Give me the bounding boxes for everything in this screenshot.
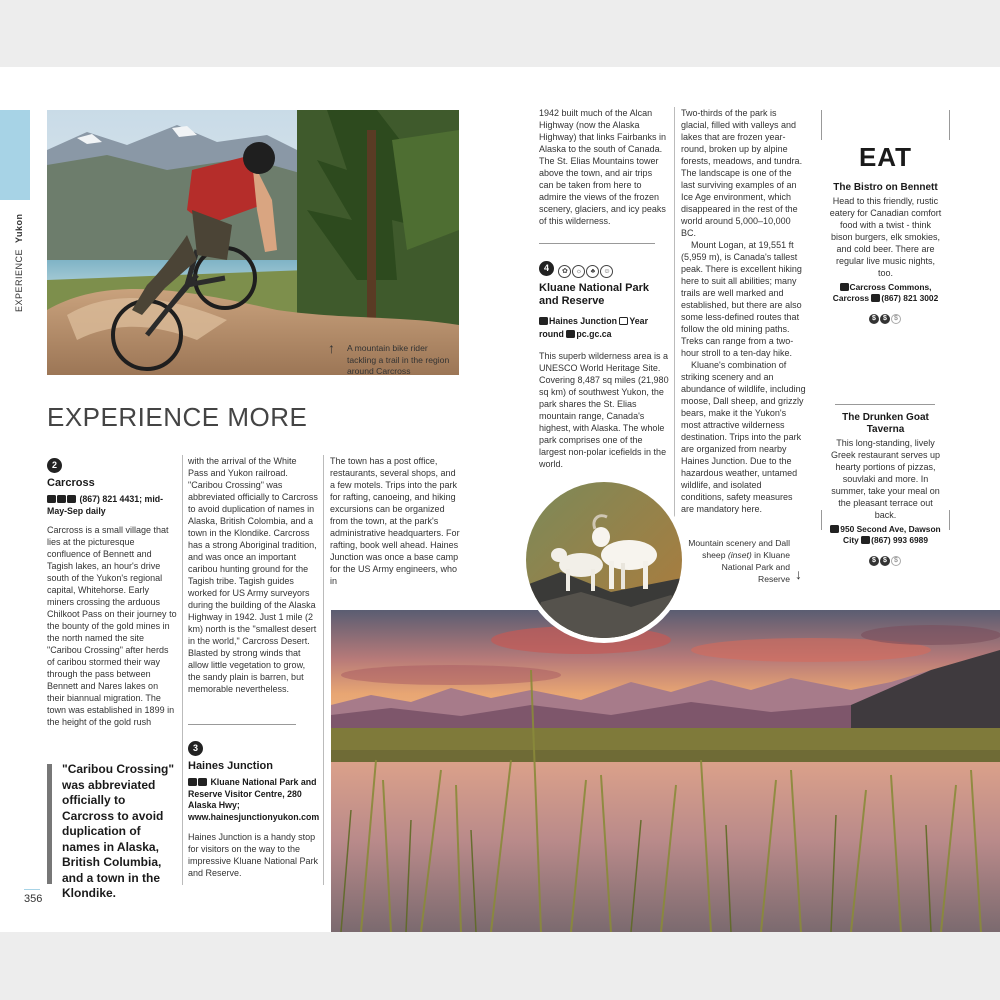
eat-place-2-price xyxy=(829,549,942,567)
column-divider-3 xyxy=(674,107,675,517)
divider-kluane xyxy=(539,243,655,244)
haines-body-cont2: 1942 built much of the Alcan Highway (now the Alaska Highway) that links Fairbanks in Alaska to the south of Canada. The St. Elias Mountains tower above the town, and air trips can be taken from here to admire the views of the frozen scenery, glaciers, and icy peaks of this wilderness. xyxy=(539,108,667,226)
kluane-body-cont-b: Mount Logan, at 19,551 ft (5,959 m), is Canada's tallest peak. There is excellent hiking here to suit all abilities; many trails are well marked and established, but there are also some less-defined routes that follow the old mining paths. Treks can range from a two-hour stroll to a ten-day hike. xyxy=(681,240,802,358)
haines-body-cont: The town has a post office, restaurants, several shops, and a few motels. Trips into the park for rafting, canoeing, and hiking excursions can be organized from the town, at the park's administrative headquarters. For rafting, book well ahead. Haines Junction was once a base camp for the US Army engineers, who in xyxy=(330,456,460,586)
carcross-title: Carcross xyxy=(47,477,95,489)
price-filled-icon: $ xyxy=(869,314,879,324)
sheep-caption-b: and Dall sheep xyxy=(702,538,790,560)
bus-icon xyxy=(47,495,56,503)
address-icon xyxy=(840,283,849,291)
info-icon xyxy=(198,778,207,786)
page-number: 356 xyxy=(24,893,43,905)
kluane-body-cont-group xyxy=(681,107,806,515)
camping-icon: ♣ xyxy=(586,265,599,278)
sidebar-label xyxy=(14,213,28,326)
kluane-info-hours: Year round xyxy=(539,316,648,339)
kluane-landscape-photo xyxy=(331,610,1000,932)
eat-box xyxy=(821,110,950,564)
column-divider-1 xyxy=(182,455,183,885)
pullquote: "Caribou Crossing" was abbreviated officially to Carcross to avoid duplication of names in Alaska, British Columbia, and a town in the Klondike. xyxy=(62,762,175,900)
eat-box-right-top-rule xyxy=(949,110,950,140)
kluane-info-location: Haines Junction xyxy=(549,316,617,326)
carcross-info-text: (867) 821 4431; mid-May-Sep daily xyxy=(47,494,164,516)
carcross-body-cont: with the arrival of the White Pass and Yukon railroad. "Caribou Crossing" was abbreviated officially to Carcross to avoid duplication of names in Alaska, British Colombia, and a town in the Klondike. Carcross has a strong Aboriginal tradition, and was once an important caribou hunting ground for the Tagish tribe. Tagish guides worked for US Army surveyors during the building of the Alaska Highway in 1942. Just 1 mile (2 km) north is the "smallest desert in the world," Carcross Desert. Blasted by strong winds that allow little vegetation to grow, the sandy plain is barren, but memorable nevertheless. xyxy=(188,456,318,694)
eat-box-left-top-rule xyxy=(821,110,822,140)
caption-arrow-down-icon: ↓ xyxy=(795,566,802,582)
caption-arrow-up-icon: ↑ xyxy=(328,340,335,356)
sheep-caption-a: Mountain scenery xyxy=(688,538,757,548)
haines-body: Haines Junction is a handy stop for visitors on the way to the impressive Kluane National Park and Reserve. xyxy=(188,832,319,878)
hiking-icon: ✿ xyxy=(558,265,571,278)
eat-place-1-address: Carcross Commons, Carcross xyxy=(832,282,932,303)
carcross-entry xyxy=(47,455,177,728)
pullquote-bar xyxy=(47,764,52,884)
eat-place-1-phone: (867) 821 3002 xyxy=(881,293,939,303)
wildlife-icon: ☼ xyxy=(572,265,585,278)
eat-box-left-bottom-rule xyxy=(821,510,822,530)
train-icon xyxy=(57,495,66,503)
eat-place-2 xyxy=(829,412,942,567)
price-filled-icon: $ xyxy=(880,314,890,324)
haines-entry xyxy=(188,738,320,879)
kluane-info-website[interactable]: pc.gc.ca xyxy=(576,328,612,339)
page-number-rule xyxy=(24,889,40,890)
sheep-caption-inset: (inset) xyxy=(727,550,752,560)
haines-number: 3 xyxy=(188,741,203,756)
dall-sheep-inset-photo xyxy=(521,477,687,643)
eat-place-1 xyxy=(829,182,942,325)
kluane-title: Kluane National Park and Reserve xyxy=(539,282,650,307)
phone-icon xyxy=(861,536,870,544)
eat-place-1-price xyxy=(829,307,942,325)
bottom-margin xyxy=(0,932,1000,1000)
eat-place-2-name: The Drunken Goat Taverna xyxy=(842,412,929,435)
carcross-body: Carcross is a small village that lies at the picturesque confluence of Bennett and Tagish lakes, an hour's drive south of the Yukon's regional capital, Whitehorse. Early miners crossing the arduous Chilkoot Pass on their journey to the bounty of the gold mines in the north named the site "Caribou Crossing" after herds of caribou stormed their way through the pass between Bennett and Nares lakes on their biannual migration. The town was established in 1899 in the height of the gold rush xyxy=(47,525,177,727)
divider-haines xyxy=(188,724,296,725)
price-empty-icon: $ xyxy=(891,314,901,324)
sheep-caption xyxy=(688,537,790,585)
price-filled-icon: $ xyxy=(880,556,890,566)
bike-caption: A mountain bike rider tackling a trail in the region around Carcross xyxy=(347,343,450,376)
eat-place-2-contact xyxy=(829,524,942,546)
kluane-entry xyxy=(539,258,669,470)
kluane-body: This superb wilderness area is a UNESCO World Heritage Site. Covering 8,487 sq miles (21,980 sq km) of southwest Yukon, the park shares the St. Elias mountain range, Canada's highest, with Alaska. The whole park comprises one of the largest non-polar icefields in the world. xyxy=(539,351,669,469)
price-empty-icon: $ xyxy=(891,556,901,566)
kluane-info xyxy=(539,315,669,340)
price-filled-icon: $ xyxy=(869,556,879,566)
kluane-number: 4 xyxy=(539,261,554,276)
bus-icon xyxy=(539,317,548,325)
eat-place-2-address: 950 Second Ave, Dawson City xyxy=(840,524,941,545)
mountain-bike-photo xyxy=(47,110,459,375)
carcross-number: 2 xyxy=(47,458,62,473)
sidebar-accent-bar xyxy=(0,110,30,200)
clock-icon xyxy=(619,317,628,325)
eat-place-1-desc: Head to this friendly, rustic eatery for Canadian comfort food with a twist - think bison burgers, elk smokies, and cold beer. There are regular live music nights, too. xyxy=(829,196,942,278)
bus-icon xyxy=(188,778,197,786)
sidebar-label-prefix: EXPERIENCE xyxy=(14,248,24,312)
haines-title: Haines Junction xyxy=(188,760,273,772)
sheep-caption-c: in Kluane National Park and Reserve xyxy=(721,550,790,584)
eat-place-1-name: The Bistro on Bennett xyxy=(833,182,938,193)
eat-place-2-phone: (867) 993 6989 xyxy=(871,535,928,545)
family-icon: ☺ xyxy=(600,265,613,278)
column-divider-2 xyxy=(323,455,324,885)
eat-place-2-desc: This long-standing, lively Greek restaurant serves up hearty portions of pizzas, souvlaki and more. In summer, take your meal on the pleasant terrace out back. xyxy=(830,438,941,520)
haines-info xyxy=(188,777,320,823)
web-icon xyxy=(566,330,575,338)
phone-icon xyxy=(871,294,880,302)
kluane-body-cont-c: Kluane's combination of striking scenery and an abundance of wildlife, including moose, Dall sheep, and grizzly bears, make it the Yukon's most attractive wilderness destination. Trips into the park are organized from nearby Haines Junction. Due to the hazardous weather, untamed wildlife, and isolated conditions, safety measures are mandatory here. xyxy=(681,360,806,514)
eat-box-right-bottom-rule xyxy=(949,510,950,530)
eat-place-1-contact xyxy=(829,282,942,304)
eat-heading: EAT xyxy=(858,142,913,172)
carcross-info xyxy=(47,494,177,517)
kluane-body-cont: Two-thirds of the park is glacial, filled with valleys and lakes that are frozen year-round, broken up by alpine forests, meadows, and tundra. The landscape is one of the last surviving examples of an Ice Age environment, which disappeared in the rest of the world around 5,000–10,000 BC. xyxy=(681,108,803,238)
info-icon xyxy=(67,495,76,503)
haines-info-text: Kluane National Park and Reserve Visitor Centre, 280 Alaska Hwy; www.hainesjunctionyukon.com xyxy=(188,777,320,822)
book-spread xyxy=(0,67,1000,932)
address-icon xyxy=(830,525,839,533)
section-title: EXPERIENCE MORE xyxy=(47,402,308,432)
eat-divider xyxy=(835,404,935,405)
sidebar-label-region: Yukon xyxy=(14,213,24,243)
top-margin xyxy=(0,0,1000,67)
